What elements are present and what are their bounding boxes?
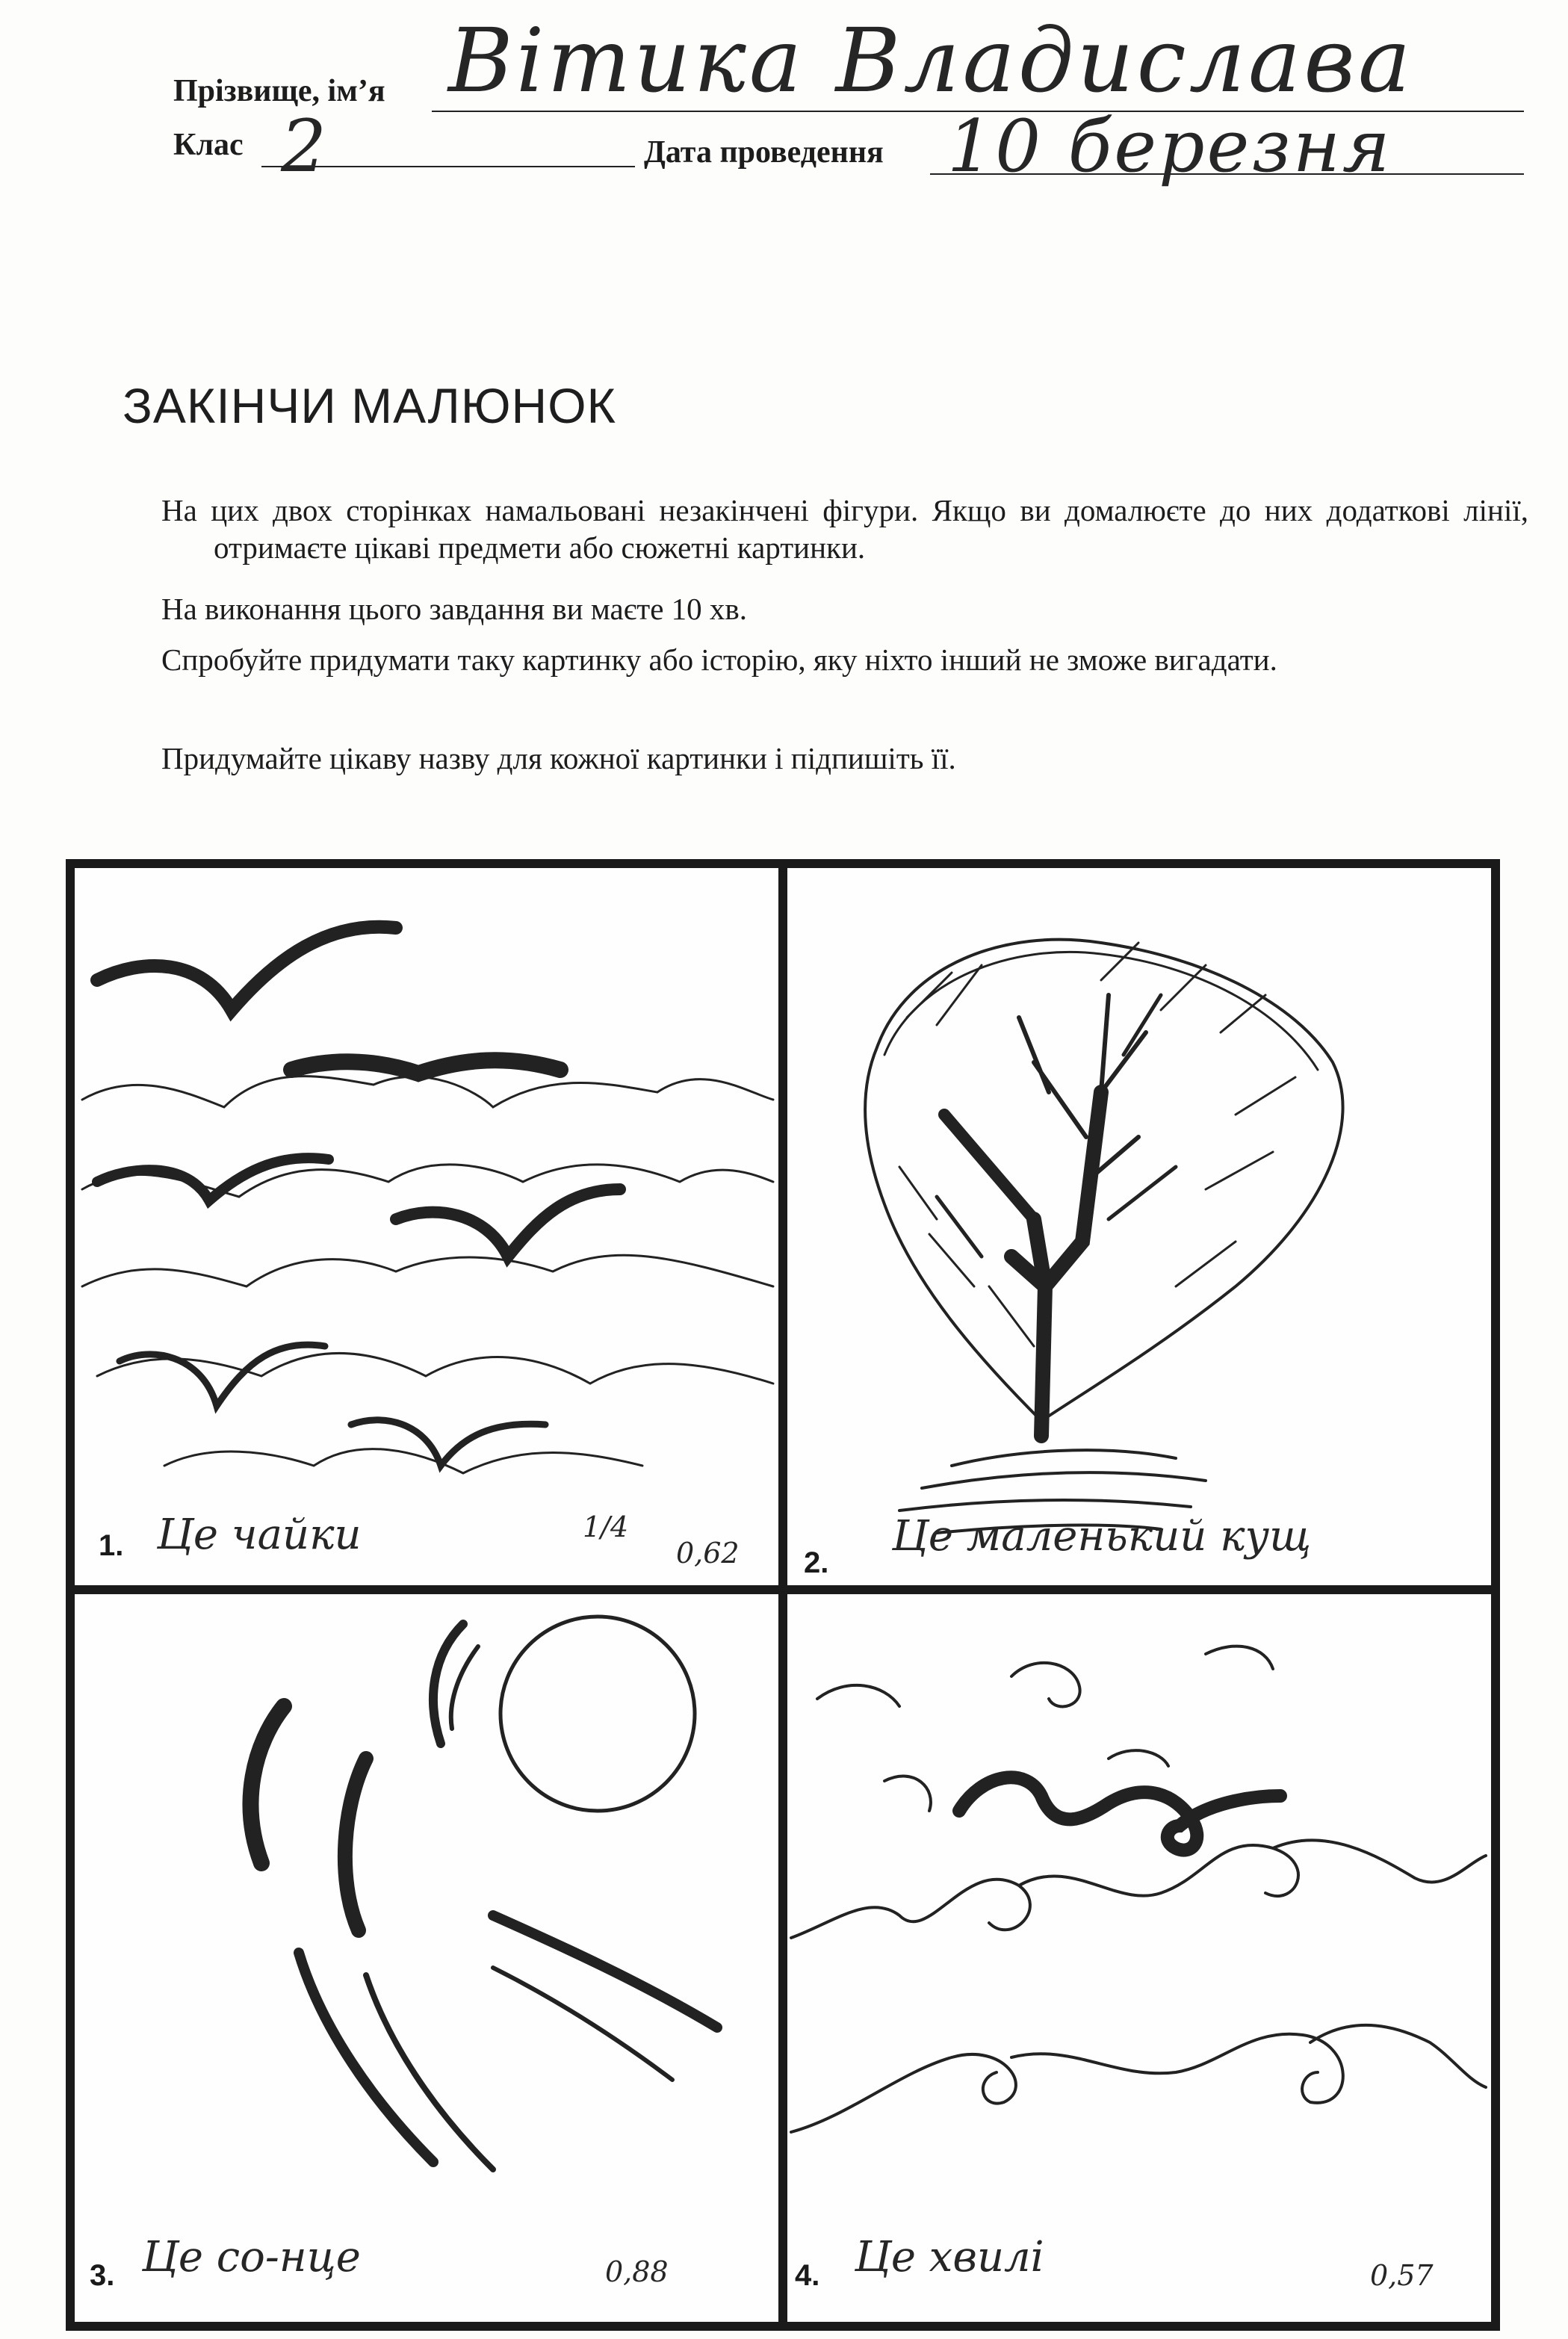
panel-1-number: 1. bbox=[99, 1529, 124, 1562]
instruction-4: Придумайте цікаву назву для кожної картинки і підпишіть її. bbox=[161, 741, 956, 775]
panel-1-drawing bbox=[75, 868, 778, 1585]
panel-1-score: 0,62 bbox=[676, 1537, 740, 1570]
instruction-1-text: На цих двох сторінках намальовані незакінчені фігури. Якщо ви домалюєте до них додаткові лінії, отримаєте цікаві предмети або сюжетні картинки. bbox=[161, 493, 1528, 565]
task-title: ЗАКІНЧИ МАЛЮНОК bbox=[123, 378, 616, 433]
panel-4-drawing bbox=[787, 1594, 1491, 2322]
instruction-1 bbox=[161, 492, 1528, 566]
instruction-3 bbox=[161, 641, 1528, 678]
panel-3 bbox=[75, 1594, 778, 2322]
instruction-2: На виконання цього завдання ви маєте 10 хв. bbox=[161, 592, 748, 626]
class-label: Клас bbox=[173, 128, 244, 162]
date-handwritten: 10 березня bbox=[947, 105, 1392, 188]
panel-4 bbox=[787, 1594, 1491, 2322]
panel-3-drawing bbox=[75, 1594, 778, 2322]
instruction-3-text: Спробуйте придумати таку картинку або історію, яку ніхто інший не зможе вигадати. bbox=[161, 642, 1277, 677]
panel-2 bbox=[787, 868, 1491, 1585]
panel-2-drawing bbox=[787, 868, 1491, 1585]
panel-1-caption: Це чайки bbox=[157, 1511, 362, 1559]
panel-1 bbox=[75, 868, 778, 1585]
panel-4-score: 0,57 bbox=[1370, 2259, 1434, 2292]
date-label: Дата проведення bbox=[644, 135, 884, 170]
name-handwritten: Вітика Владислава bbox=[448, 9, 1414, 112]
panel-4-number: 4. bbox=[795, 2259, 820, 2292]
panel-2-number: 2. bbox=[804, 1546, 829, 1579]
panel-3-caption: Це со-нце bbox=[142, 2233, 361, 2281]
grid-vertical-divider bbox=[778, 859, 787, 2331]
panel-2-caption: Це маленький кущ bbox=[892, 1512, 1312, 1561]
panel-3-score: 0,88 bbox=[605, 2255, 669, 2288]
name-label: Прізвище, ім’я bbox=[173, 74, 385, 108]
grid-horizontal-divider bbox=[66, 1585, 1500, 1594]
panel-4-caption: Це хвилі bbox=[855, 2233, 1044, 2281]
panel-1-note: 1/4 bbox=[583, 1511, 629, 1543]
class-handwritten: 2 bbox=[281, 105, 327, 188]
panel-3-number: 3. bbox=[90, 2259, 115, 2292]
